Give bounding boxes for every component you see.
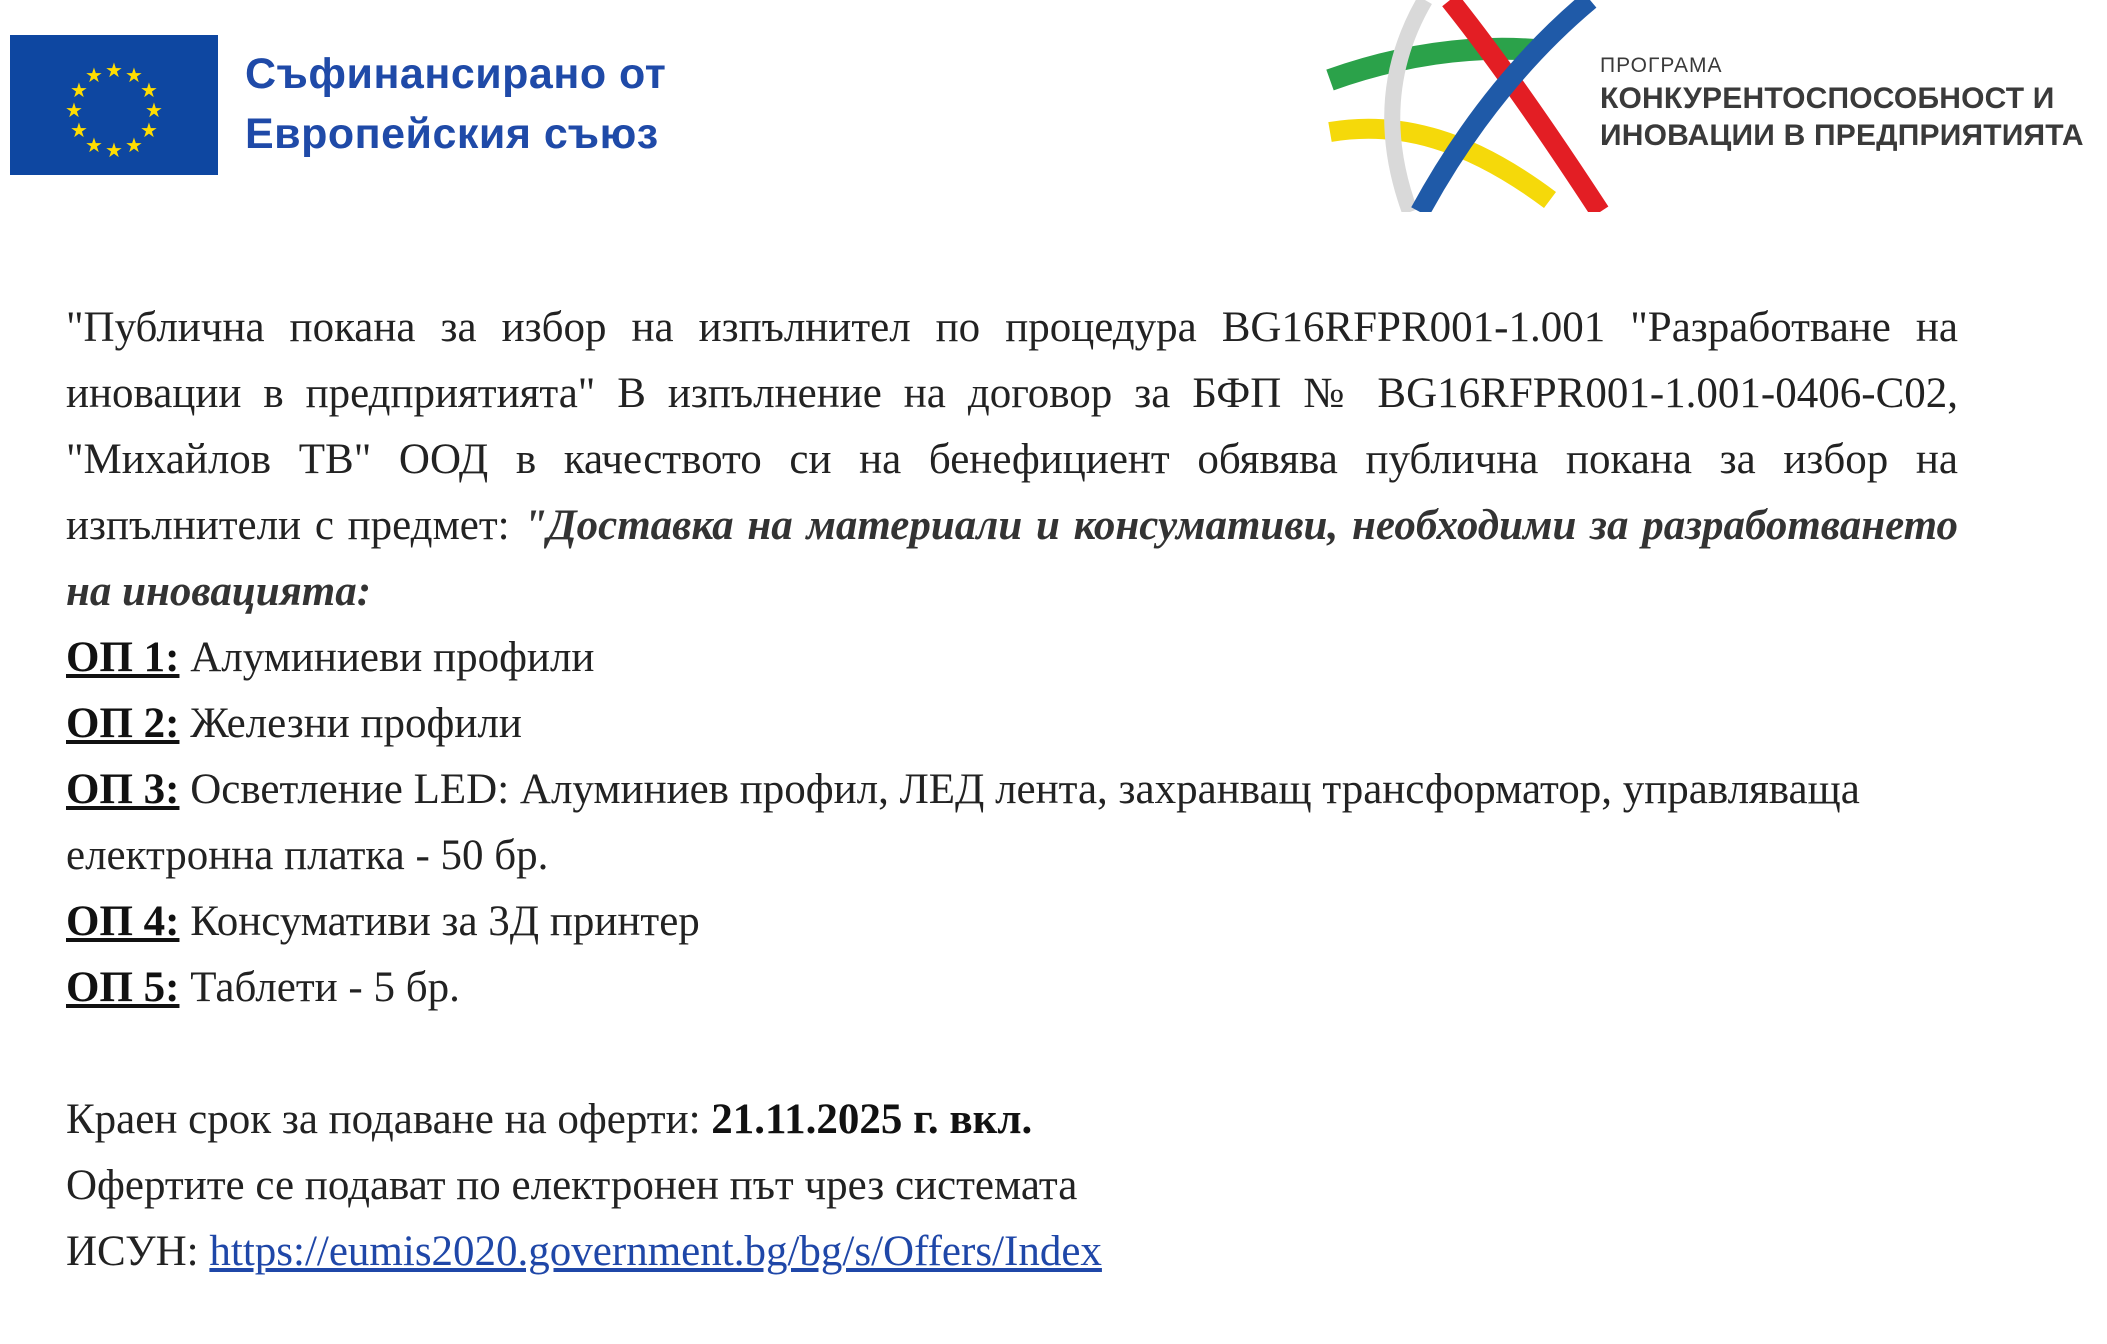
lot-item-1 — [66, 625, 1958, 691]
svg-text:★: ★ — [85, 133, 103, 157]
lot-label: ОП 5: — [66, 964, 180, 1011]
announcement-body — [66, 295, 1958, 1285]
program-name-line2: ИНОВАЦИИ В ПРЕДПРИЯТИЯТА — [1600, 119, 2084, 152]
eu-text-line1: Съфинансирано от — [245, 50, 667, 98]
lot-text: Консумативи за 3Д принтер — [190, 898, 700, 945]
deadline-line — [66, 1087, 1958, 1153]
lot-item-2 — [66, 691, 1958, 757]
svg-text:★: ★ — [65, 98, 83, 122]
lot-text: Железни профили — [190, 700, 522, 747]
deadline-date: 21.11.2025 г. вкл. — [711, 1096, 1033, 1143]
subject-text: "Доставка на материали и консумативи, необходими за разработването на иновацията: — [66, 502, 1958, 615]
isun-label: ИСУН: — [66, 1228, 199, 1275]
submission-line: Офертите се подават по електронен път чрез системата — [66, 1162, 1078, 1209]
svg-text:★: ★ — [140, 118, 158, 142]
lot-text: Осветление LED: Алуминиев профил, ЛЕД лента, захранващ трансформатор, управляваща електронна платка - 50 бр. — [66, 766, 1860, 879]
lot-item-3 — [66, 757, 1958, 889]
deadline-label: Краен срок за подаване на оферти: — [66, 1096, 701, 1143]
intro-paragraph — [66, 295, 1958, 625]
svg-text:★: ★ — [85, 63, 103, 87]
program-ribbon-logo — [1320, 0, 1620, 212]
intro-text: "Публична покана за избор на изпълнител по процедура BG16RFPR001-1.001 "Разработване на иновации в предприятията" В изпълнение на договор за БФП № BG16RFPR001-1.001-0406-C02, "Михайлов ТВ" ООД в качеството си на бенефициент обявява публична покана за избор на изпълнители с предмет: — [66, 304, 1958, 549]
eu-stars-icon — [10, 35, 218, 175]
lot-text: Таблети - 5 бр. — [190, 964, 460, 1011]
eu-cofinanced-text — [245, 44, 666, 164]
svg-text:★: ★ — [70, 78, 88, 102]
lot-label: ОП 2: — [66, 700, 180, 747]
svg-text:★: ★ — [105, 58, 123, 82]
lot-text: Алуминиеви профили — [190, 634, 595, 681]
eu-flag-logo — [10, 35, 218, 175]
isun-line — [66, 1219, 1958, 1285]
spacer — [66, 1021, 1958, 1087]
header — [0, 0, 2107, 220]
svg-text:★: ★ — [105, 138, 123, 162]
svg-text:★: ★ — [145, 98, 163, 122]
lot-label: ОП 4: — [66, 898, 180, 945]
program-name-line1: КОНКУРЕНТОСПОСОБНОСТ И — [1600, 82, 2055, 115]
svg-text:★: ★ — [140, 78, 158, 102]
svg-text:★: ★ — [70, 118, 88, 142]
ribbon-icon — [1320, 0, 1620, 212]
svg-text:★: ★ — [125, 63, 143, 87]
lot-label: ОП 1: — [66, 634, 180, 681]
isun-link[interactable]: https://eumis2020.government.bg/bg/s/Offers/Index — [209, 1228, 1102, 1275]
eu-text-line2: Европейския съюз — [245, 110, 659, 158]
svg-text:★: ★ — [125, 133, 143, 157]
lot-item-4 — [66, 889, 1958, 955]
lot-item-5 — [66, 955, 1958, 1021]
program-label: ПРОГРАМА — [1600, 54, 1723, 77]
lot-label: ОП 3: — [66, 766, 180, 813]
program-title — [1600, 52, 2084, 154]
